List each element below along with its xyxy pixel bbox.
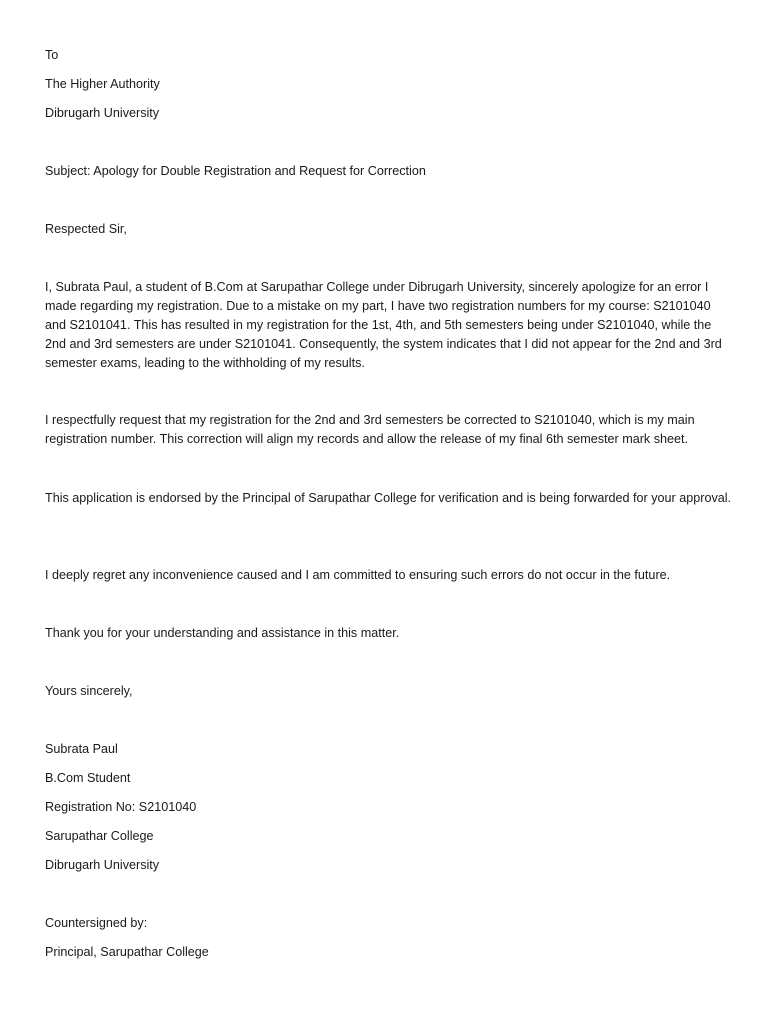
salutation: Respected Sir, <box>45 222 127 236</box>
recipient-authority: The Higher Authority <box>45 77 160 91</box>
signature-registration: Registration No: S2101040 <box>45 800 197 814</box>
body-paragraph-2: I respectfully request that my registration for the 2nd and 3rd semesters be corrected to S2101040, which is my main registration number. This correction will align my records and allow the release of my final 6th semester mark sheet. <box>45 413 695 446</box>
signature-college: Sarupathar College <box>45 829 154 843</box>
signature-name: Subrata Paul <box>45 742 118 756</box>
body-paragraph-4: I deeply regret any inconvenience caused and I am committed to ensuring such errors do not occur in the future. <box>45 568 671 582</box>
closing: Yours sincerely, <box>45 684 133 698</box>
signature-university: Dibrugarh University <box>45 858 160 872</box>
subject-line: Subject: Apology for Double Registration and Request for Correction <box>45 164 426 178</box>
signature-role: B.Com Student <box>45 771 131 785</box>
countersign-label: Countersigned by: <box>45 916 148 930</box>
body-paragraph-1: I, Subrata Paul, a student of B.Com at Sarupathar College under Dibrugarh University, sincerely apologize for an error I made regarding my registration. Due to a mistake on my part, I have two registration numbers for my course: S2101040 and S2101041. This has resulted in my registration for the 1st, 4th, and 5th semesters being under S2101040, while the 2nd and 3rd semesters are under S2101041. Consequently, the system indicates that I did not appear for the 2nd and 3rd semester exams, leading to the withholding of my results. <box>45 280 722 370</box>
body-paragraph-5: Thank you for your understanding and assistance in this matter. <box>45 626 400 640</box>
recipient-to: To <box>45 48 59 62</box>
body-paragraph-3: This application is endorsed by the Principal of Sarupathar College for verification and is being forwarded for your approval. <box>45 491 732 505</box>
recipient-university: Dibrugarh University <box>45 106 160 120</box>
countersign-by: Principal, Sarupathar College <box>45 945 209 959</box>
